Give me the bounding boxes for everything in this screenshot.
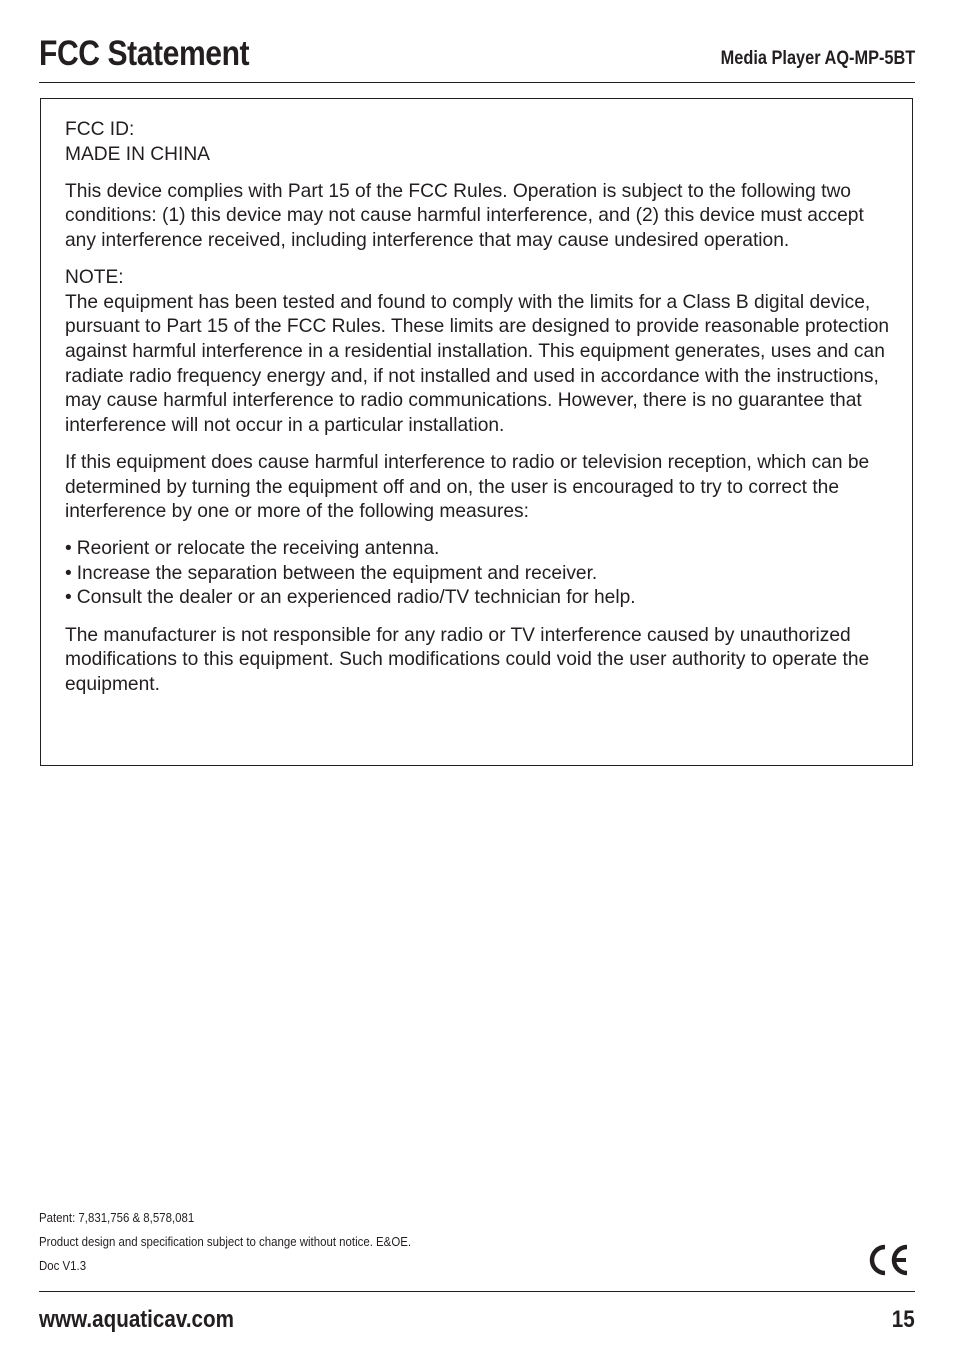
list-item bbox=[65, 537, 895, 562]
note-label: NOTE: bbox=[65, 267, 124, 289]
footnotes bbox=[39, 1206, 411, 1278]
note-body: The equipment has been tested and found to comply with the limits for a Class B digital device, pursuant to Part 15 of the FCC Rules. These limits are designed to provide reasonable protection against harmful interference in a residential installation. This equipment generates, uses and can radiate radio frequency energy and, if not installed and used in accordance with the instructions, may cause harmful interference to radio communications. However, there is no guarantee that interference will not occur in a particular installation. bbox=[65, 291, 890, 436]
fcc-statement-box bbox=[40, 98, 913, 766]
notice-line: Product design and specification subject to change without notice. E&OE. bbox=[39, 1234, 412, 1249]
doc-version: Doc V1.3 bbox=[39, 1258, 87, 1273]
product-name: Media Player AQ-MP-5BT bbox=[720, 48, 915, 69]
fcc-id-block: FCC ID: MADE IN CHINA bbox=[65, 119, 210, 165]
ce-mark-icon bbox=[868, 1243, 910, 1277]
list-item bbox=[65, 562, 895, 587]
fcc-statement-content bbox=[65, 118, 895, 710]
bullet-icon: • bbox=[65, 538, 72, 560]
note-paragraph bbox=[65, 266, 895, 438]
page-header bbox=[39, 30, 915, 83]
compliance-paragraph: This device complies with Part 15 of the FCC Rules. Operation is subject to the following two conditions: (1) this device may not cause harmful interference, and (2) this device must accept any interference received, including interference that may cause undesired operation. bbox=[65, 180, 864, 251]
disclaimer-paragraph: The manufacturer is not responsible for any radio or TV interference caused by unauthorized modifications to this equipment. Such modifications could void the user authority to operate the equipment. bbox=[65, 624, 870, 695]
page-number: 15 bbox=[892, 1306, 915, 1333]
measures-list bbox=[65, 537, 895, 611]
measure-text: Increase the separation between the equipment and receiver. bbox=[76, 562, 598, 584]
page-title: FCC Statement bbox=[39, 34, 250, 73]
bullet-icon: • bbox=[65, 587, 72, 609]
measure-text: Reorient or relocate the receiving antenna. bbox=[76, 538, 440, 560]
measures-intro: If this equipment does cause harmful interference to radio or television reception, which can be determined by turning the equipment off and on, the user is encouraged to try to correct the interference by one or more of the following measures: bbox=[65, 451, 870, 523]
footer-divider bbox=[39, 1291, 915, 1292]
website-url: www.aquaticav.com bbox=[39, 1306, 234, 1333]
patent-line: Patent: 7,831,756 & 8,578,081 bbox=[39, 1210, 195, 1225]
bullet-icon: • bbox=[65, 562, 72, 584]
list-item bbox=[65, 586, 895, 611]
measure-text: Consult the dealer or an experienced radio/TV technician for help. bbox=[76, 587, 636, 609]
